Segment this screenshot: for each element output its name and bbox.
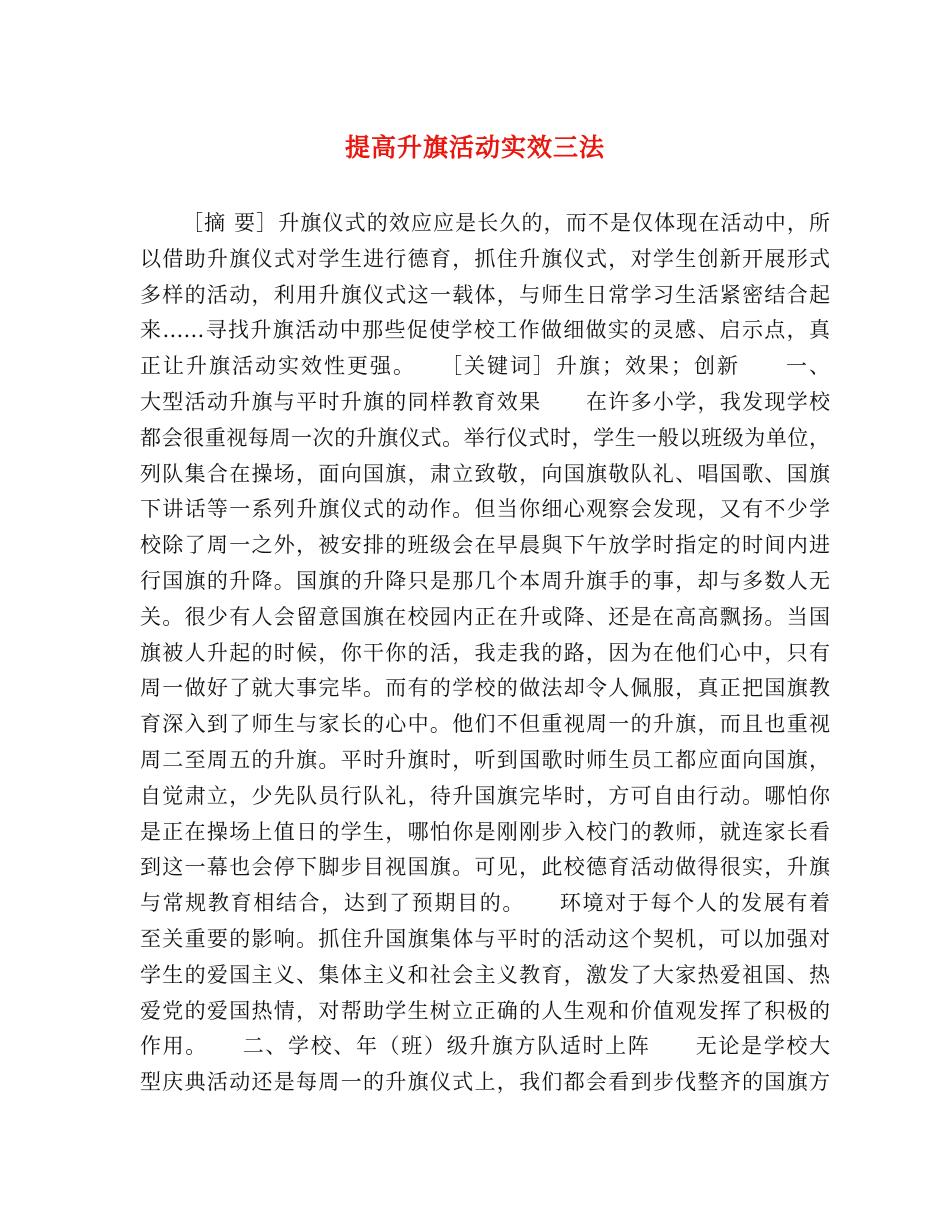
body-line: 大型活动升旗与平时升旗的同样教育效果 在许多小学，我发现学校 [140, 389, 830, 414]
body-line: 与常规教育相结合，达到了预期目的。 环境对于每个人的发展有着 [140, 891, 830, 916]
body-line: 周二至周五的升旗。平时升旗时，听到国歌时师生员工都应面向国旗， [140, 747, 830, 772]
body-line: 至关重要的影响。抓住升国旗集体与平时的活动这个契机，可以加强对 [140, 926, 830, 951]
body-line: 校除了周一之外，被安排的班级会在早晨與下午放学时指定的时间内进 [140, 533, 830, 558]
body-line: 是正在操场上值日的学生，哪怕你是刚刚步入校门的教师，就连家长看 [140, 819, 830, 844]
body-line: 作用。 二、学校、年（班）级升旗方队适时上阵 无论是学校大 [140, 1034, 830, 1059]
body-line: 多样的活动，利用升旗仪式这一载体，与师生日常学习生活紧密结合起 [140, 282, 830, 307]
body-line: 周一做好了就大事完毕。而有的学校的做法却令人佩服，真正把国旗教 [140, 676, 830, 701]
body-line: 来……寻找升旗活动中那些促使学校工作做细做实的灵感、启示点，真 [140, 318, 830, 343]
body-line: ［摘 要］升旗仪式的效应应是长久的，而不是仅体现在活动中，所 [182, 211, 830, 235]
body-line: 爱党的爱国热情，对帮助学生树立正确的人生观和价值观发挥了积极的 [140, 998, 830, 1023]
body-line: 关。很少有人会留意国旗在校园内正在升或降、还是在高高飘扬。当国 [140, 604, 830, 629]
body-line: 正让升旗活动实效性更强。 ［关键词］升旗；效果；创新 一、 [140, 354, 830, 379]
body-line: 列队集合在操场，面向国旗，肃立致敬，向国旗敬队礼、唱国歌、国旗 [140, 461, 830, 486]
document-title: 提高升旗活动实效三法 [344, 133, 605, 162]
body-line: 型庆典活动还是每周一的升旗仪式上，我们都会看到步伐整齐的国旗方 [140, 1070, 830, 1095]
body-line: 旗被人升起的时候，你干你的活，我走我的路，因为在他们心中，只有 [140, 640, 830, 665]
body-line: 育深入到了师生与家长的心中。他们不但重视周一的升旗，而且也重视 [140, 712, 830, 737]
document-body [140, 206, 830, 1101]
body-line: 以借助升旗仪式对学生进行德育，抓住升旗仪式，对学生创新开展形式 [140, 246, 830, 271]
body-line: 学生的爱国主义、集体主义和社会主义教育，激发了大家热爱祖国、热 [140, 962, 830, 987]
body-line: 自觉肃立，少先队员行队礼，待升国旗完毕时，方可自由行动。哪怕你 [140, 783, 830, 808]
body-line: 行国旗的升降。国旗的升降只是那几个本周升旗手的事，却与多数人无 [140, 568, 830, 593]
body-line: 到这一幕也会停下脚步目视国旗。可见，此校德育活动做得很实，升旗 [140, 855, 830, 880]
body-line: 都会很重视每周一次的升旗仪式。举行仪式时，学生一般以班级为单位， [140, 425, 830, 450]
body-line: 下讲话等一系列升旗仪式的动作。但当你细心观察会发现，又有不少学 [140, 497, 830, 522]
